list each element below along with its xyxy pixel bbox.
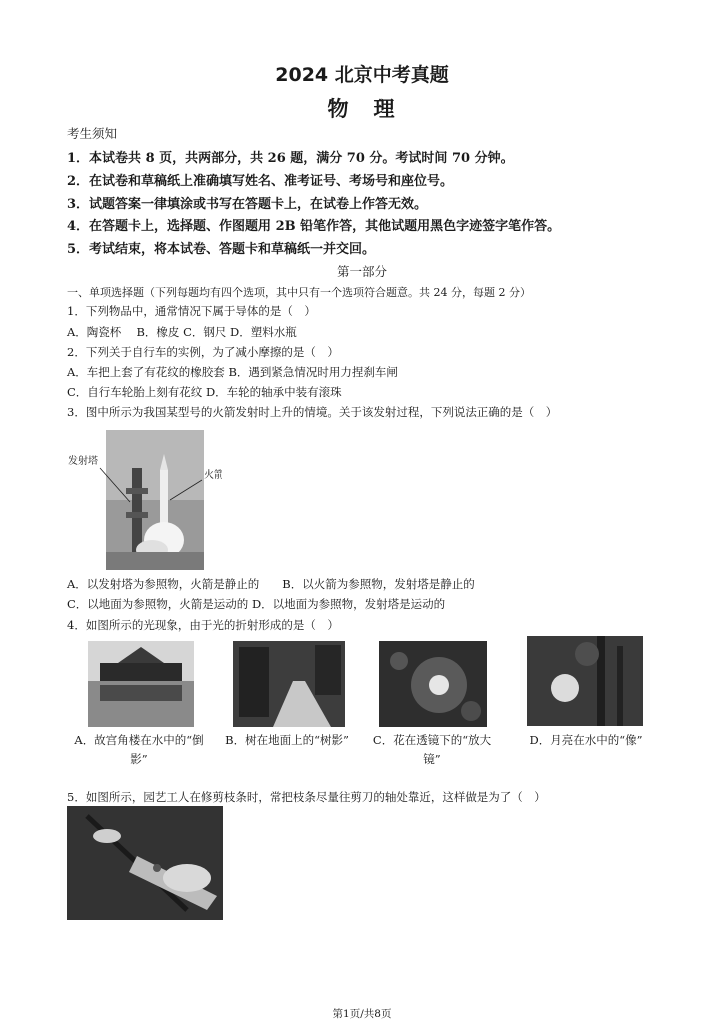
q4-photo-a	[88, 641, 194, 727]
q4-photo-b	[233, 641, 345, 727]
q1-options: A．陶瓷杯 B．橡皮 C．钢尺 D．塑料水瓶	[67, 325, 297, 339]
q3-stem: 3．图中所示为我国某型号的火箭发射时上升的情境。关于该发射过程，下列说法正确的是（ ）	[67, 405, 558, 419]
notice-heading: 考生须知	[67, 126, 118, 141]
q5-stem: 5．如图所示，园艺工人在修剪枝条时，常把枝条尽量往剪刀的轴处靠近，这样做是为了（ ）	[67, 790, 546, 804]
q2-options-line2: C．自行车轮胎上刻有花纹 D．车轮的轴承中装有滚珠	[67, 385, 342, 399]
rocket-label: 火箭	[204, 470, 222, 481]
q4-caption-b: B．树在地面上的“树影”	[225, 733, 349, 747]
q3-options-line2: C．以地面为参照物，火箭是运动的 D．以地面为参照物，发射塔是运动的	[67, 597, 446, 611]
q4-photo-c	[379, 641, 487, 727]
notice-item-2: 2．在试卷和草稿纸上准确填写姓名、准考证号、考场号和座位号。	[67, 174, 454, 189]
q2-stem: 2．下列关于自行车的实例，为了减小摩擦的是（ ）	[67, 345, 339, 359]
q4-photo-d	[527, 636, 643, 726]
subject-title: 物 理	[327, 97, 397, 121]
q4-caption-a: A．故宫角楼在水中的“倒影”	[74, 733, 204, 766]
section-heading: 一、单项选择题（下列每题均有四个选项，其中只有一个选项符合题意。共 24 分，每题 2 分）	[67, 286, 531, 299]
tower-label: 发射塔	[68, 456, 98, 467]
q4-caption-d: D．月亮在水中的“像”	[529, 733, 643, 747]
notice-item-4: 4．在答题卡上，选择题、作图题用 2B 铅笔作答，其他试题用黑色字迹签字笔作答。	[67, 219, 561, 234]
notice-item-5: 5．考试结束，将本试卷、答题卡和草稿纸一并交回。	[67, 242, 376, 257]
notice-item-3: 3．试题答案一律填涂或书写在答题卡上，在试卷上作答无效。	[67, 197, 428, 212]
q3-options-line1: A．以发射塔为参照物，火箭是静止的 B．以火箭为参照物，发射塔是静止的	[67, 577, 475, 591]
q4-stem: 4．如图所示的光现象，由于光的折射形成的是（ ）	[67, 618, 339, 632]
q1-stem: 1．下列物品中，通常情况下属于导体的是（ ）	[67, 304, 316, 318]
notice-item-1: 1．本试卷共 8 页，共两部分，共 26 题，满分 70 分。考试时间 70 分钟。	[67, 151, 514, 166]
page-title: 2024 北京中考真题	[275, 64, 449, 86]
q4-caption-c: C．花在透镜下的“放大镜”	[372, 733, 492, 766]
q2-options-line1: A．车把上套了有花纹的橡胶套 B．遇到紧急情况时用力捏刹车闸	[67, 365, 398, 379]
page-number: 第1页/共8页	[332, 1008, 392, 1020]
rocket-launch-figure	[66, 428, 222, 572]
q5-pruning-photo	[67, 806, 223, 920]
part-heading: 第一部分	[336, 264, 387, 279]
